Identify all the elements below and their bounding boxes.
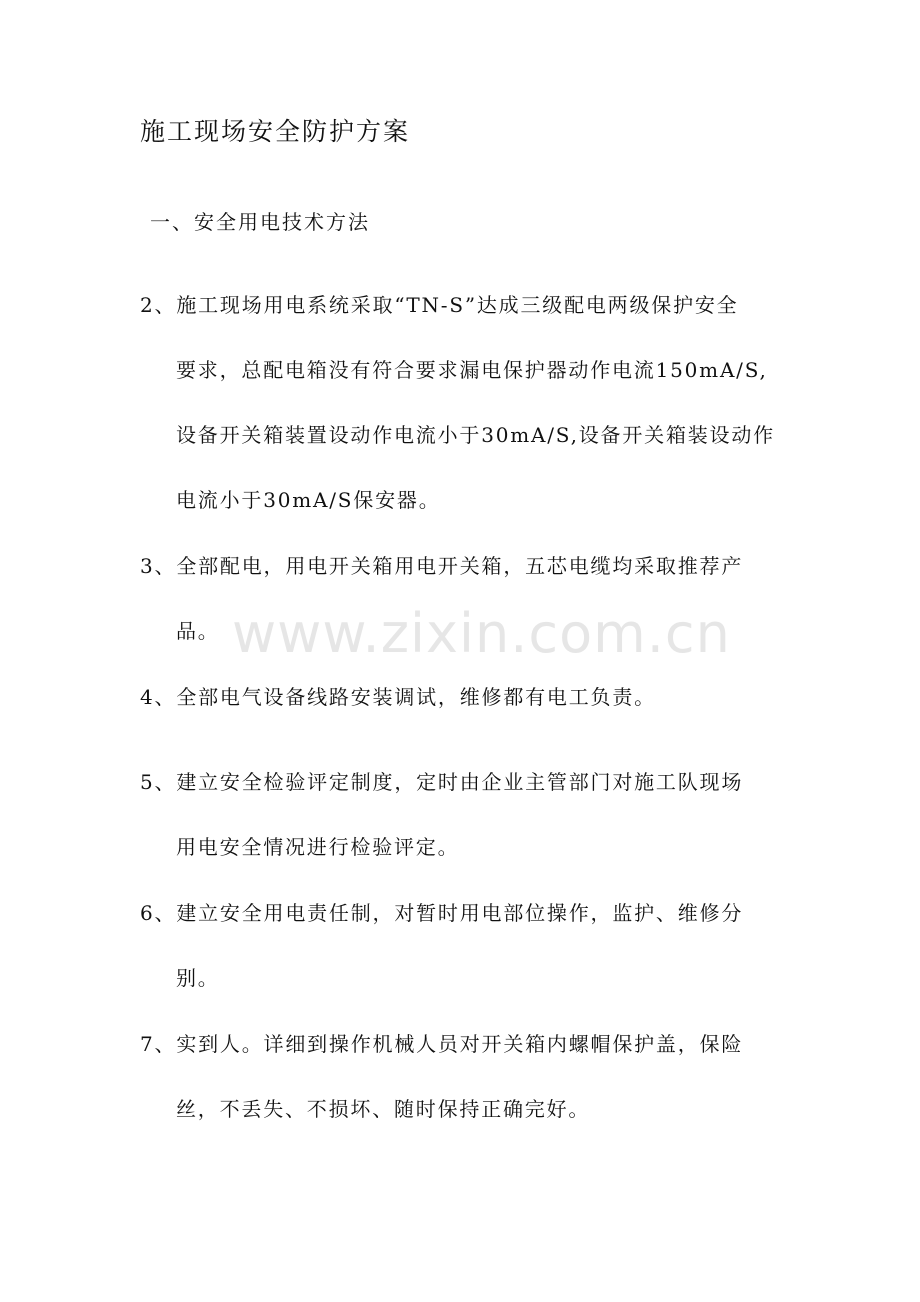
list-line: 电流小于30mA/S保安器。 <box>176 488 441 512</box>
list-line: 3、全部配电，用电开关箱用电开关箱，五芯电缆均采取推荐产 <box>140 554 744 578</box>
list-item <box>140 1027 800 1157</box>
list-line: 4、全部电气设备线路安装调试，维修都有电工负责。 <box>140 685 656 709</box>
list-line: 丝，不丢失、不损坏、随时保持正确完好。 <box>176 1097 591 1121</box>
list-line: 6、建立安全用电责任制，对暂时用电部位操作，监护、维修分 <box>140 901 744 925</box>
list-line: 品。 <box>176 619 220 643</box>
list-line: 别。 <box>176 966 220 990</box>
list-item <box>140 680 800 745</box>
document-title: 施工现场安全防护方案 <box>140 117 411 146</box>
watermark-text: www.zixin.com.cn <box>232 602 731 665</box>
list-line: 要求，总配电箱没有符合要求漏电保护器动作电流150mA/S, <box>176 358 768 382</box>
list-line: 用电安全情况进行检验评定。 <box>176 835 460 859</box>
list-item <box>140 765 800 895</box>
list-line: 7、实到人。详细到操作机械人员对开关箱内螺帽保护盖，保险 <box>140 1032 744 1056</box>
list-item <box>140 288 800 548</box>
list-item <box>140 549 800 679</box>
list-line: 2、施工现场用电系统采取“TN-S”达成三级配电两级保护安全 <box>140 293 739 317</box>
list-item <box>140 896 800 1026</box>
section-heading: 一、安全用电技术方法 <box>150 210 370 234</box>
list-line: 设备开关箱装置设动作电流小于30mA/S,设备开关箱装设动作 <box>176 423 775 447</box>
list-line: 5、建立安全检验评定制度，定时由企业主管部门对施工队现场 <box>140 770 744 794</box>
